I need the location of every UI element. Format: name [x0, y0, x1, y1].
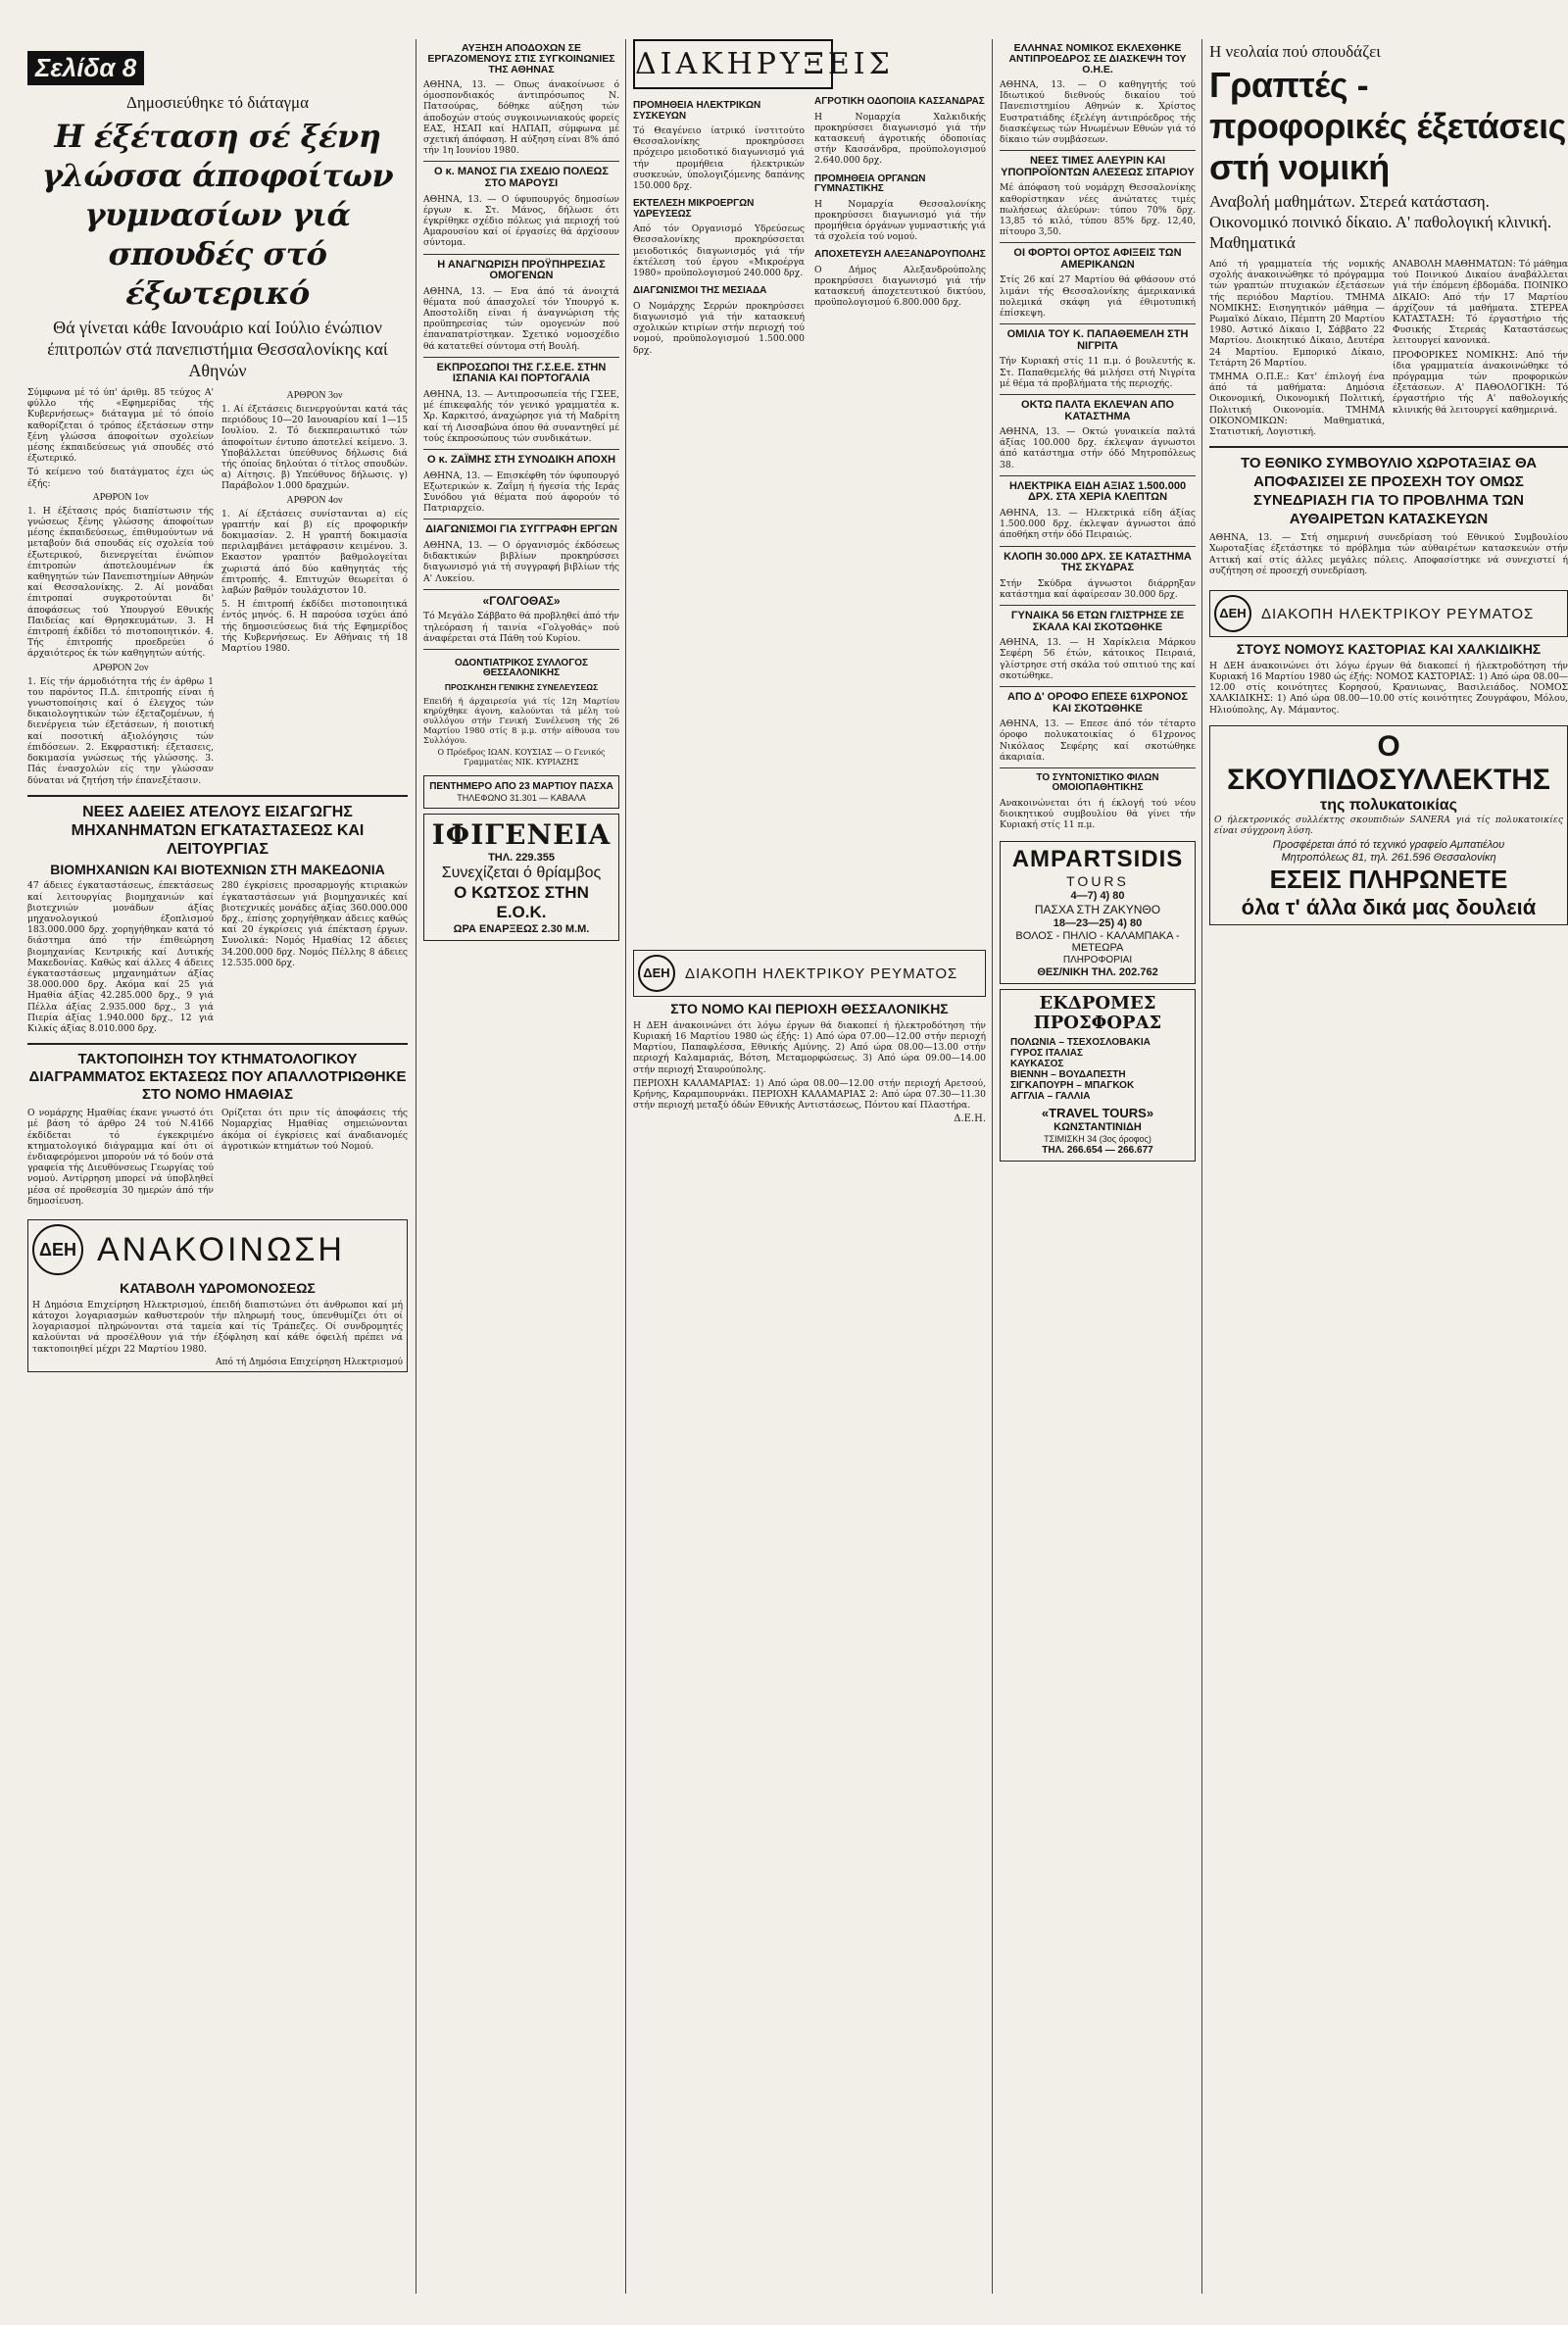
section-label: Σελίδα 8	[27, 51, 144, 85]
gsee-headline: ΕΚΠΡΟΣΩΠΟΙ ΤΗΣ Γ.Σ.Ε.Ε. ΣΤΗΝ ΙΣΠΑΝΙΑ ΚΑΙ ΠΟΡΤΟΓΑΛΙΑ	[436, 361, 607, 385]
banner-title: ΔΙΑΚΗΡΥΞΕΙΣ	[635, 47, 894, 81]
robbery-text: ΑΘΗΝΑ, 13. — Οκτώ γυναικεία παλτά άξίας 100.000 δρχ. έκλεψαν άγνωστοι άπό κατάστημα στήν όδό Μητροπόλεως 38.	[1000, 426, 1196, 470]
divider	[1000, 686, 1196, 687]
recognition-text: ΑΘΗΝΑ, 13. — Ενα άπό τά άνοιχτά θέματα πού άπασχολεί τόν Υπουργό κ. Αποστολίδη είναι ή άναγνώριση τής προϋπηρεσίας τών ομογενών πού έπαναπατρίστηκαν. Σχετικό νομοσχέδιο θά κατατεθεί σύντομα στή Βουλή.	[423, 285, 619, 352]
ad-excursions	[1000, 989, 1196, 1162]
declaration-item	[633, 101, 805, 191]
tours-phone: ΘΕΣ/ΝΙΚΗ ΤΗΛ. 202.762	[1037, 965, 1158, 978]
declaration-text: Από τόν Οργανισμό Υδρεύσεως Θεσσαλονίκης προκηρύσσεται μειοδοτικός διαγωνισμός γιά τήν έκτέλεση τού έργου «Μικροέργα 1980» προϋπολογισμού 240.000 δρχ.	[633, 223, 805, 279]
article4-text: 1. Αί έξετάσεις συνίστανται α) είς γραπτήν καί β) είς προφορικήν δοκιμασίαν. 2. Η γραπτή δοκιμασία περιλαμβάνει μετάφρασιν κειμένου. 3. Εκαστον γραπτόν βαθμολογείται χωριστά άπό δύο καθηγητάς τής έπιτροπής. 4. Επιτυχών θεωρείται ό λαβών βαθμόν τουλάχιστον 10.	[221, 508, 408, 597]
declaration-text: Ο Νομάρχης Σερρών προκηρύσσει διαγωνισμό γιά τήν κατασκευή σχολικών κτιρίων στήν περιοχή τού νομού, προϋπολογισμού 1.500.000 δρχ.	[633, 300, 805, 356]
declaration-title: ΠΡΟΜΗΘΕΙΑ ΟΡΓΑΝΩΝ ΓΥΜΝΑΣΤΙΚΗΣ	[814, 173, 926, 195]
ad-kavala	[423, 775, 619, 809]
col5-body-3: ΑΝΑΒΟΛΗ ΜΑΘΗΜΑΤΩΝ: Τό μάθημα τού Ποινικού Δικαίου άναβάλλεται γιά τήν έπόμενη έβδομάδα. ΠΟΙΝΙΚΟ ΔΙΚΑΙΟ: Από τήν 17 Μαρτίου άρχίζουν τά μαθήματα. ΣΤΕΡΕΑ ΚΑΤΑΣΤΑΣΗ: Τό έργαστήριο τής Φυσικής Στερεάς Καταστάσεως λειτουργεί κανονικά.	[1393, 259, 1568, 347]
friends-headline: ΤΟ ΣΥΝΤΟΝΙΣΤΙΚΟ ΦΙΛΩΝ ΟΜΟΙΟΠΑΘΗΤΙΚΗΣ	[1036, 771, 1159, 794]
dentists-title: ΟΔΟΝΤΙΑΤΡΙΚΟΣ ΣΥΛΛΟΓΟΣ ΘΕΣΣΑΛΟΝΙΚΗΣ	[455, 657, 588, 679]
section-text: 47 άδειες έγκαταστάσεως, έπεκτάσεως καί λειτουργίας βιομηχανιών καί βιοτεχνιών μονάδων άξίας μηχανολογικού έξοπλισμού 183.000.000 δρχ. χορηγήθηκαν κατά τό διάστημα άπό τήν έπιθεώρηση βιομηχανίας Κεντρικής καί Δυτικής Μακεδονίας. Καθώς καί άλλες 4 άδειες έγκαταστάσεως μηχανημάτων άξίας 38.000.000 δρχ. Ακόμα καί 25 γιά Ημαθία άξίας 42.285.000 δρχ., 9 γιά Πέλλα άξίας 2.935.000 δρχ., 3 γιά Πιερία άξίας 1.940.000 δρχ., 12 γιά Κιλκίς άξίας 8.010.000 δρχ.	[27, 880, 214, 1035]
col5-body-4: ΠΡΟΦΟΡΙΚΕΣ ΝΟΜΙΚΗΣ: Από τήν ίδια γραμματεία άνακοινώθηκε τό πρόγραμμα τών προφορικών έξετάσεων. Α' ΠΑΘΟΛΟΓΙΚΗ: Τό έργαστήριο τής Α' παθολογικής κλινικής θά λειτουργεί καθημερινά.	[1393, 349, 1568, 416]
divider	[1000, 394, 1196, 395]
article3-label: ΑΡΘΡΟΝ 3ον	[286, 390, 343, 401]
column-4	[1000, 39, 1196, 1166]
column-1	[27, 51, 408, 1377]
dei-headline-2: ΣΤΟΥΣ ΝΟΜΟΥΣ ΚΑΣΤΟΡΙΑΣ ΚΑΙ ΧΑΛΚΙΔΙΚΗΣ	[1236, 641, 1542, 658]
excursion-item: ΒΙΕΝΝΗ – ΒΟΥΔΑΠΕΣΤΗ	[1010, 1068, 1126, 1080]
appliance-text: ΑΘΗΝΑ, 13. — Ηλεκτρικά είδη άξίας 1.500.000 δρχ. έκλεψαν άγνωστοι άπό άποθήκη στήν όδό Πειραιώς.	[1000, 507, 1196, 541]
friends-text: Ανακοινώνεται ότι ή έκλογή τού νέου διοικητικού συμβουλίου θά γίνει τήν Κυριακή στίς 11 π.μ.	[1000, 797, 1196, 831]
ad-kavala-title: ΠΕΝΤΗΜΕΡΟ ΑΠΟ 23 ΜΑΡΤΙΟΥ ΠΑΣΧΑ	[429, 780, 613, 792]
recognition-headline: Η ΑΝΑΓΝΩΡΙΣΗ ΠΡΟΫΠΗΡΕΣΙΑΣ ΟΜΟΓΕΝΩΝ	[437, 258, 606, 282]
competition-text: ΑΘΗΝΑ, 13. — Ο όργανισμός έκδόσεως διδακτικών βιβλίων προκηρύσσει διαγωνισμό γιά τή συγγραφή βιβλίων τής Α' Λυκείου.	[423, 539, 619, 584]
tours-title: AMPARTSIDIS	[1011, 845, 1184, 872]
divider	[27, 1043, 408, 1045]
divider	[423, 254, 619, 255]
ad-garbage-l2: Μητροπόλεως 81, τηλ. 261.596 Θεσσαλονίκη	[1281, 852, 1496, 865]
divider	[423, 449, 619, 450]
col5-sub-a	[1209, 259, 1385, 440]
divider	[1000, 475, 1196, 476]
intro-text-2: Τό κείμενο τού διατάγματος έχει ώς έξής:	[27, 467, 214, 489]
dei-headline: ΣΤΟ ΝΟΜΟ ΚΑΙ ΠΕΡΙΟΧΗ ΘΕΣΣΑΛΟΝΙΚΗΣ	[670, 1001, 949, 1016]
dei-logo: ΔΕΗ	[32, 1224, 83, 1275]
golgotha-title: «ΓΟΛΓΟΘΑΣ»	[482, 593, 561, 608]
excursions-addr: ΤΣΙΜΙΣΚΗ 34 (3ος όροφος)	[1044, 1133, 1152, 1144]
declaration-text: Η Νομαρχία Χαλκιδικής προκηρύσσει διαγωνισμό γιά τήν κατασκευή άγροτικής όδοποιίας στήν Κασσάνδρα, προϋπολογισμού 2.640.000 δρχ.	[814, 111, 986, 167]
ship-text: Στίς 26 καί 27 Μαρτίου θά φθάσουν στό λιμάνι τής Θεσσαλονίκης άμερικανικά πολεμικά σκάφη γιά έθιμοτυπική έπίσκεψη.	[1000, 274, 1196, 320]
ad-garbage-l3: ΕΣΕΙΣ ΠΛΗΡΩΝΕΤΕ	[1269, 865, 1508, 895]
declaration-item	[814, 97, 986, 167]
ad-theatre-time: ΩΡΑ ΕΝΑΡΞΕΩΣ 2.30 Μ.Μ.	[453, 922, 590, 935]
golgotha-text: Τό Μεγάλο Σάββατο θά προβληθεί άπό τήν τηλεόραση ή ταινία «Γολγοθάς» πού άναφέρεται στά Πάθη τού Κυρίου.	[423, 611, 619, 644]
speech-headline: ΟΜΙΛΙΑ ΤΟΥ Κ. ΠΑΠΑΘΕΜΕΛΗ ΣΤΗ ΝΙΓΡΙΤΑ	[1006, 328, 1189, 352]
un-text: ΑΘΗΝΑ, 13. — Ο καθηγητής τού Ιδιωτικού διεθνούς δικαίου τού Πανεπιστημίου Αθηνών κ. Χρίστος Ευστρατιάδης έξελέγη άντιπρόεδρος τής διασκέψεως τών Ηνωμένων Εθνών γιά τό δίκαιο τών συμβάσεων.	[1000, 79, 1196, 146]
kyriazis-headline: Ο κ. ΜΑΝΟΣ ΓΙΑ ΣΧΕΔΙΟ ΠΟΛΕΩΣ ΣΤΟ ΜΑΡΟΥΣΙ	[434, 166, 609, 190]
woman-text: ΑΘΗΝΑ, 13. — Η Χαρίκλεια Μάρκου Σεφέρη 56 έτών, κάτοικος Πειραιά, γλίστρησε στή σκάλα τού σπιτιού της καί σκοτώθηκε.	[1000, 637, 1196, 681]
ad-garbage-l4: όλα τ' άλλα δικά μας δουλειά	[1241, 895, 1537, 920]
un-headline: ΕΛΛΗΝΑΣ ΝΟΜΙΚΟΣ ΕΚΛΕΧΘΗΚΕ ΑΝΤΙΠΡΟΕΔΡΟΣ ΣΕ ΔΙΑΣΚΕΨΗ ΤΟΥ Ο.Η.Ε.	[1008, 42, 1187, 76]
declaration-title: ΑΓΡΟΤΙΚΗ ΟΔΟΠΟΙΙΑ ΚΑΣΣΑΝΔΡΑΣ	[814, 96, 985, 107]
tours-l2: ΠΑΣΧΑ ΣΤΗ ΖΑΚΥΝΘΟ	[1034, 902, 1161, 916]
declaration-item	[814, 174, 986, 243]
zaimis-headline: Ο κ. ΖΑΪΜΗΣ ΣΤΗ ΣΥΝΟΔΙΚΗ ΑΠΟΧΗ	[426, 454, 616, 466]
article4-label: ΑΡΘΡΟΝ 4ον	[286, 494, 343, 506]
divider	[1209, 446, 1568, 448]
notice-text: Η Δημόσια Επιχείρηση Ηλεκτρισμού, έπειδή διαπιστώνει ότι άνθρωποι καί μή κάτοχοι λογαριασμών καθυστερούν τήν πληρωμή τους, ύπενθυμίζει ότι οί λογαριασμοί πληρώνονται στά ταμεία καί τίς Τράπεζες. Οί συνδρομητές καλούνται νά προσέλθουν γιά τήν έξόφληση καί κάθε όφειλή πρέπει νά τακτοποιηθεί μέχρι 22 Μαρτίου 1980.	[32, 1299, 403, 1355]
appliance-headline: ΗΛΕΚΤΡΙΚΑ ΕΙΔΗ ΑΞΙΑΣ 1.500.000 ΔΡΧ. ΣΤΑ ΧΕΡΙΑ ΚΛΕΠΤΩΝ	[1008, 479, 1187, 504]
competition-headline: ΔΙΑΓΩΝΙΣΜΟΙ ΓΙΑ ΣΥΓΓΡΑΦΗ ΕΡΓΩΝ	[425, 523, 617, 536]
declaration-text: Τό Θεαγένειο ίατρικό ίνστιτούτο Θεσσαλονίκης προκηρύσσει πρόχειρο μειοδοτικό διαγωνισμό γιά τήν προμήθεια ήλεκτρικών συσκευών, ύπολογιζόμενης δαπάνης 150.000 δρχ.	[633, 125, 805, 192]
declaration-title: ΔΙΑΓΩΝΙΣΜΟΙ ΤΗΣ ΜΕΣΙΑΔΑ	[633, 285, 767, 297]
ad-garbage-text: Ο ήλεκτρονικός συλλέκτης σκουπιδιών SANERA γιά τίς πολυκατοικίες είναι σύγχρονη λύση.	[1214, 814, 1563, 836]
excursions-phone: ΤΗΛ. 266.654 — 266.677	[1042, 1144, 1153, 1156]
divider	[423, 357, 619, 358]
ship-headline: ΟΙ ΦΟΡΤΟΙ ΟΡΤΟΣ ΑΦΙΞΕΙΣ ΤΩΝ ΑΜΕΡΙΚΑΝΩΝ	[1013, 247, 1182, 271]
dei-banner-box-2	[1209, 590, 1568, 637]
article2-label: ΑΡΘΡΟΝ 2ον	[92, 662, 149, 673]
col5-body: Από τή γραμματεία τής νομικής σχολής άνακοινώθηκε τό πρόγραμμα τών γραπτών πτυχιακών έξετάσεων τής περιόδου Μαρτίου. ΤΜΗΜΑ ΝΟΜΙΚΗΣ: Εισηγητικόν μάθημα — Ρωμαϊκό Δίκαιο, Πέμπτη 20 Μαρτίου 1980. Αστικό Δίκαιο Ι, Σάββατο 22 Μαρτίου. Διοικητικό Δίκαιο, Δευτέρα 24 Μαρτίου. Εμπορικό Δίκαιο, Τετάρτη 26 Μαρτίου.	[1209, 259, 1385, 369]
excursions-title: ΕΚΔΡΟΜΕΣ ΠΡΟΣΦΟΡΑΣ	[1033, 992, 1162, 1033]
divider	[1000, 767, 1196, 768]
divider	[1000, 242, 1196, 243]
dei-banner-2: ΔΙΑΚΟΠΗ ΗΛΕΚΤΡΙΚΟΥ ΡΕΥΜΑΤΟΣ	[1261, 605, 1535, 622]
speech-text: Τήν Κυριακή στίς 11 π.μ. ό βουλευτής κ. Στ. Παπαθεμελής θά μιλήσει στή Νιγρίτα μέ θέμα τά προβλήματα τής περιοχής.	[1000, 356, 1196, 389]
kyriazis-text: ΑΘΗΝΑ, 13. — Ο ύφυπουργός δημοσίων έργων κ. Στ. Μάνος, δήλωσε ότι έγκρίθηκε σχέδιο πόλεως γιά περιοχή τού Αμαρουσίου καί οί έργασίες θά άρχίσουν σύντομα.	[423, 193, 619, 249]
column-3	[633, 39, 986, 1124]
ad-theatre-title: ΙΦΙΓΕΝΕΙΑ	[431, 817, 612, 851]
divider	[1000, 150, 1196, 151]
dei-text-3: Η ΔΕΗ άνακοινώνει ότι λόγω έργων θά διακοπεί ή ήλεκτροδότηση τήν Κυριακή 16 Μαρτίου 1980 ώς έξής: ΝΟΜΟΣ ΚΑΣΤΟΡΙΑΣ: 1) Από ώρα 08.00—12.00 στίς κοινότητες Κορησού, Κρανιωνας, Βασιλειάδος. ΝΟΜΟΣ ΧΑΛΚΙΔΙΚΗΣ: 1) Από ώρα 08.00—10.00 στίς κοινότητες Ζουγράφου, Μόλου, Ηλιούπολης, Αγ. Μάμαντος.	[1209, 660, 1568, 716]
notice-subtitle: ΚΑΤΑΒΟΛΗ ΥΔΡΟΜΟΝΟΣΕΩΣ	[120, 1280, 316, 1297]
article3-text: 1. Αί έξετάσεις διενεργούνται κατά τάς περιόδους 10—20 Ιανουαρίου καί 1—15 Ιουλίου. 2. Τό διεκπεραιωτικό τών άποφοίτων έντυπο άποτελεί κείμενο. 3. Υποβάλλεται ύπεύθυνος δήλωσις διά τής όποίας δηλούται ό τίτλος σπουδών. α) Αίτησις. β) Υπεύθυνος δήλωσις. γ) Παράβολον 1.000 δραχμών.	[221, 404, 408, 492]
kicker: Η νεολαία πού σπουδάζει	[1209, 42, 1381, 61]
council-headline: ΤΟ ΕΘΝΙΚΟ ΣΥΜΒΟΥΛΙΟ ΧΩΡΟΤΑΞΙΑΣ ΘΑ ΑΠΟΦΑΣΙΣΕΙ ΣΕ ΠΡΟΣΕΧΗ ΤΟΥ ΟΜΩΣ ΣΥΝΕΔΡΙΑΣΗ ΓΙΑ ΤΟ ΠΡΟΒΛΗΜΑ ΤΩΝ ΑΥΘΑΙΡΕΤΩΝ ΚΑΤΑΣΚΕΥΩΝ	[1240, 455, 1538, 528]
top-headline: ΑΥΞΗΣΗ ΑΠΟΔΟΧΩΝ ΣΕ ΕΡΓΑΖΟΜΕΝΟΥΣ ΣΤΙΣ ΣΥΓΚΟΙΝΩΝΙΕΣ ΤΗΣ ΑΘΗΝΑΣ	[427, 42, 615, 76]
article1-label: ΑΡΘΡΟΝ 1ον	[92, 491, 149, 503]
excursion-item: ΚΑΥΚΑΣΟΣ	[1010, 1058, 1064, 1069]
zaimis-text: ΑΘΗΝΑ, 13. — Επισκέφθη τόν ύφυπουργό Εξωτερικών κ. Ζαΐμη ή ήγεσία τής Ιεράς Συνόδου γιά θέματα πού άφορούν τό Πατριαρχείο.	[423, 470, 619, 515]
cadastre-headline: ΤΑΚΤΟΠΟΙΗΣΗ ΤΟΥ ΚΤΗΜΑΤΟΛΟΓΙΚΟΥ ΔΙΑΓΡΑΜΜΑΤΟΣ ΕΚΤΑΣΕΩΣ ΠΟΥ ΑΠΑΛΛΟΤΡΙΩΘΗΚΕ ΣΤΟ ΝΟΜΟ ΗΜΑΘΙΑΣ	[28, 1051, 407, 1104]
declaration-text: Ο Δήμος Αλεξανδρούπολης προκηρύσσει διαγωνισμό γιά τήν κατασκευή άποχετευτικού δικτύου, προϋπολογισμού 6.800.000 δρχ.	[814, 264, 986, 309]
ad-theatre-l2: Ο ΚΩΤΣΟΣ ΣΤΗΝ Ε.Ο.Κ.	[454, 882, 589, 921]
divider	[1000, 605, 1196, 606]
ad-kavala-text: ΤΗΛΕΦΩΝΟ 31.301 — ΚΑΒΑΛΑ	[457, 792, 586, 803]
declaration-item	[814, 250, 986, 308]
fall-headline: ΑΠΟ Δ' ΟΡΟΦΟ ΕΠΕΣΕ 61ΧΡΟΝΟΣ ΚΑΙ ΣΚΟΤΩΘΗΚΕ	[1007, 691, 1188, 715]
ad-garbage	[1209, 725, 1568, 925]
ad-theatre-phone: ΤΗΛ. 229.355	[488, 851, 555, 864]
ad-ampartsidis	[1000, 841, 1196, 984]
column-5	[1209, 39, 1568, 930]
woman-headline: ΓΥΝΑΙΚΑ 56 ΕΤΩΝ ΓΛΙΣΤΡΗΣΕ ΣΕ ΣΚΑΛΑ ΚΑΙ ΣΚΟΤΩΘΗΚΕ	[1010, 610, 1185, 633]
dentists-sub: ΠΡΟΣΚΛΗΣΗ ΓΕΝΙΚΗΣ ΣΥΝΕΛΕΥΣΕΩΣ	[444, 681, 599, 692]
section-text-2: 280 έγκρίσεις προσαρμογής κτιριακών έγκαταστάσεων γιά βιομηχανικές καί βιοτεχνικές μονάδες άξίας 360.000.000 δρχ., έπίσης χορηγήθηκαν άδειες καθώς καί 20 έγκρίσεις γιά έπέκταση έργων. Συνολικά: Νομός Ημαθίας 12 άδειες 34.200.000 δρχ. Νομός Πέλλης 8 άδειες 12.535.000 δρχ.	[221, 880, 408, 968]
divider	[27, 795, 408, 797]
main-headline: Η έξέταση σέ ξένη γλώσσα άποφοίτων γυμνασίων γιά σπουδές στό έξωτερικό	[41, 118, 394, 312]
dentists-text: Επειδή ή άρχαιρεσία γιά τίς 12η Μαρτίου κηρύχθηκε άγονη, καλούνται τά μέλη τού συλλόγου στήν Γενική Συνέλευση τής 26 Μαρτίου 1980 στίς 8 μ.μ. στήν αίθουσα του Συλλόγου.	[423, 695, 619, 745]
council-text: ΑΘΗΝΑ, 13. — Στή σημερινή συνεδρίαση τού Εθνικού Συμβουλίου Χωροταξίας έξετάστηκε τό πρόβλημα τών αύθαιρέτων κατασκευών στήν Αττική καί στίς άλλες μεγάλες πόλεις. Αποφασίστηκε νά συνεχιστεί ή συζήτηση σέ προσεχή συνεδρίαση.	[1209, 532, 1568, 576]
excursion-item: ΓΥΡΟΣ ΙΤΑΛΙΑΣ	[1010, 1047, 1083, 1059]
excursion-item: ΣΙΓΚΑΠΟΥΡΗ – ΜΠΑΓΚΟΚ	[1010, 1079, 1135, 1091]
declaration-text: Η Νομαρχία Θεσσαλονίκης προκηρύσσει διαγωνισμό γιά τήν προμήθεια όργάνων γυμναστικής γιά τά σχολεία τού νομού.	[814, 198, 986, 243]
column-rule	[1201, 39, 1202, 2294]
tours-l3: 18—23—25) 4) 80	[1053, 916, 1143, 929]
dei-text-2: ΠΕΡΙΟΧΗ ΚΑΛΑΜΑΡΙΑΣ: 1) Από ώρα 08.00—12.00 στήν περιοχή Αρετσού, Κρήνης, Καραμπουρνάκι. ΠΕΡΙΟΧΗ ΚΑΛΑΜΑΡΙΑΣ 2: Από ώρα 07.30—11.30 στήν περιοχή μεταξύ όδών Εθνικής Αντιστάσεως, Πόντου καί Πλαστήρα.	[633, 1077, 986, 1112]
section-subhead: ΒΙΟΜΗΧΑΝΙΩΝ ΚΑΙ ΒΙΟΤΕΧΝΙΩΝ ΣΤΗ ΜΑΚΕΔΟΝΙΑ	[50, 861, 385, 877]
dentists-notice	[423, 655, 619, 770]
declaration-title: ΠΡΟΜΗΘΕΙΑ ΗΛΕΚΤΡΙΚΩΝ ΣΥΣΚΕΥΩΝ	[633, 100, 761, 122]
divider	[1000, 546, 1196, 547]
col5-body-2: ΤΜΗΜΑ Ο.Π.Ε.: Κατ' έπιλογή ένα άπό τά μαθήματα: Δημόσια Οικονομική, Οικονομική Πολιτική, Πολιτική Οικονομία. ΤΜΗΜΑ ΟΙΚΟΝΟΜΙΚΩΝ: Μαθηματικά, Στατιστική, Λογιστική.	[1209, 371, 1385, 438]
excursion-item: ΠΟΛΩΝΙΑ – ΤΣΕΧΟΣΛΟΒΑΚΙΑ	[1010, 1036, 1151, 1048]
col5-subhead: Αναβολή μαθημάτων. Στερεά κατάσταση. Οικονομικό ποινικό δίκαιο. Α' παθολογική κλινική. Μαθηματικά	[1209, 192, 1552, 252]
declaration-item	[633, 199, 805, 278]
ad-garbage-title: Ο ΣΚΟΥΠΙΔΟΣΥΛΛΕΚΤΗΣ	[1227, 729, 1550, 796]
tours-l4: ΒΟΛΟΣ - ΠΗΛΙΟ - ΚΑΛΑΜΠΑΚΑ - ΜΕΤΕΩΡΑ	[1015, 929, 1180, 954]
fall-text: ΑΘΗΝΑ, 13. — Επεσε άπό τόν τέταρτο όροφο πολυκατοικίας ό 61χρονος Νικόλαος Σεφέρης καί σκοτώθηκε άκαριαία.	[1000, 718, 1196, 763]
declaration-item	[633, 286, 805, 356]
banner	[633, 39, 894, 89]
published-by-order: Δημοσιεύθηκε τό διάταγμα	[125, 93, 310, 112]
dei-banner-box	[633, 950, 986, 997]
top-text: ΑΘΗΝΑ, 13. — Οπως άνακοίνωσε ό όμοσπονδιακός άντιπρόσωπος Ν. Πατσούρας, δόθηκε αύξηση τών άποδοχών στούς συγκοινωνιακούς φορείς ΕΑΣ, ΗΣΑΠ καί ΗΛΠΑΠ, σύμφωνα μέ σχετική άπόφαση. Η αύξηση είναι 8% άπό τήν 1η Ιουνίου 1980.	[423, 79, 619, 157]
flour-text: Μέ άπόφαση τού νομάρχη Θεσσαλονίκης καθορίστηκαν νέες άνώτατες τιμές πωλήσεως άλεύρων: τύπου 70% δρχ. 13,85 τό κιλό, τύπου 85% δρχ. 12,40, πίτουρο 3,50.	[1000, 182, 1196, 238]
theft-headline: ΚΛΟΠΗ 30.000 ΔΡΧ. ΣΕ ΚΑΤΑΣΤΗΜΑ ΤΗΣ ΣΚΥΔΡΑΣ	[1004, 550, 1192, 574]
main-subhead: Θά γίνεται κάθε Ιανουάριο καί Ιούλιο ένώπιον έπιτροπών στά πανεπιστήμια Θεσσαλονίκης καί Αθηνών	[47, 318, 388, 380]
article-col-a	[27, 387, 214, 789]
dei-notice	[27, 1219, 408, 1372]
ad-theatre	[423, 814, 619, 941]
declaration-title: ΕΚΤΕΛΕΣΗ ΜΙΚΡΟΕΡΓΩΝ ΥΔΡΕΥΣΕΩΣ	[633, 198, 755, 220]
flour-headline: ΝΕΕΣ ΤΙΜΕΣ ΑΛΕΥΡΙΝ ΚΑΙ ΥΠΟΠΡΟΪΟΝΤΩΝ ΑΛΕΣΕΩΣ ΣΙΤΑΡΙΟΥ	[1001, 155, 1195, 178]
excursions-agency: «TRAVEL TOURS»	[1041, 1105, 1154, 1120]
declarations-list	[633, 97, 986, 940]
excursion-item: ΑΓΓΛΙΑ – ΓΑΛΛΙΑ	[1010, 1090, 1091, 1102]
cadastre-text: Ο νομάρχης Ημαθίας έκανε γνωστό ότι μέ βάση τό άρθρο 24 τού Ν.4166 έκδίδεται τό έγκεκριμένο κτηματολογικό διάγραμμα καί ότι οί ένδιαφερόμενοι μπορούν νά τό δούν στά γραφεία τής Διευθύνσεως Γεωργίας τού νομού. Αντίρρηση μπορεί νά ύποβληθεί μέσα σέ προθεσμία 30 ημερών άπό τήν δημοσίευση.	[27, 1108, 214, 1207]
divider	[1000, 323, 1196, 324]
divider	[423, 589, 619, 590]
section-headline: ΝΕΕΣ ΑΔΕΙΕΣ ΑΤΕΛΟΥΣ ΕΙΣΑΓΩΓΗΣ ΜΗΧΑΝΗΜΑΤΩΝ ΕΓΚΑΤΑΣΤΑΣΕΩΣ ΚΑΙ ΛΕΙΤΟΥΡΓΙΑΣ	[71, 803, 365, 858]
divider	[423, 649, 619, 650]
theft-text: Στήν Σκύδρα άγνωστοι διάρρηξαν κατάστημα καί άφαίρεσαν 30.000 δρχ.	[1000, 577, 1196, 600]
col5-sub-b	[1393, 259, 1568, 440]
column-rule	[625, 39, 626, 2294]
tours-sub: TOURS	[1066, 872, 1129, 889]
article5-text: 5. Η έπιτροπή έκδίδει πιστοποιητικά έντός μηνός. 6. Η παρούσα ισχύει άπό τής δημοσιεύσεως διά τής Εφημερίδος τής Κυβερνήσεως. Εν Αθήναις τή 18 Μαρτίου 1980.	[221, 599, 408, 655]
article1-text: 1. Η έξέτασις πρός διαπίστωσιν τής γνώσεως ξένης γλώσσης άποφοίτων μέσης έκπαιδεύσεως, έπιθυμούντων νά μεταβούν διά σπουδάς είς σχολεία τού έξωτερικού, διενεργείται ένώπιον έπιτροπών άποτελουμένων έκ καθηγητών τών Πανεπιστημίων Αθηνών καί Θεσσαλονίκης. 2. Αί μονάδαι έπιτροπαί συγκροτούνται δι' άποφάσεως τού Υπουργού Εθνικής Παιδείας καί Θρησκευμάτων. 3. Η έπιτροπή έκδίδει τό πιστοποιητικόν. 4. Τής έπιτροπής προεδρεύει ό άρχαιότερος έκ τών καθηγητών αύτής.	[27, 505, 214, 660]
notice-sign: Από τή Δημόσια Επιχείρηση Ηλεκτρισμού	[216, 1357, 403, 1367]
article-col-b	[221, 387, 408, 789]
ad-garbage-sub: της πολυκατοικίας	[1320, 796, 1457, 814]
excursions-list	[1010, 1037, 1185, 1102]
ad-garbage-l1: Προσφέρεται άπό τό τεχνικό γραφείο Αμπατιέλου	[1272, 839, 1505, 852]
dei-banner: ΔΙΑΚΟΠΗ ΗΛΕΚΤΡΙΚΟΥ ΡΕΥΜΑΤΟΣ	[685, 965, 958, 982]
dei-sign: Δ.Ε.Η.	[954, 1113, 986, 1125]
column-2	[423, 39, 619, 946]
dei-text: Η ΔΕΗ άνακοινώνει ότι λόγω έργων θά διακοπεί ή ήλεκτροδότηση τήν Κυριακή 16 Μαρτίου 1980 ώς έξής: 1) Από ώρα 07.00—12.00 στήν περιοχή Μαρτίου, Παπαφλέσσα, Εθνικής Αμύνης. 2) Από ώρα 08.00—13.00 στήν περιοχή Καλαμαριάς, Βότση, Μεταμορφώσεως. 3) Από ώρα 09.00—14.00 στήν περιοχή Σταυρούπολης.	[633, 1019, 986, 1075]
excursions-city: ΚΩΝΣΤΑΝΤΙΝΙΔΗ	[1054, 1120, 1142, 1133]
col5-headline: Γραπτές - προφορικές έξετάσεις στή νομική	[1209, 65, 1566, 187]
ad-theatre-l1: Συνεχίζεται ό θρίαμβος	[441, 864, 602, 881]
column-rule	[992, 39, 993, 2294]
dentists-sign: Ο Πρόεδρος ΙΩΑΝ. ΚΟΥΣΙΑΣ — Ο Γενικός Γραμματέας ΝΙΚ. ΚΥΡΙΑΖΗΣ	[437, 747, 606, 767]
divider	[423, 161, 619, 162]
article2-text: 1. Είς τήν άρμοδιότητα τής έν άρθρω 1 του παρόντος Π.Δ. έπιτροπής είναι ή γνωστοποίησις καί ό έλεγχος τών δικαιολογητικών τών έξεταζομένων, ή διενέργεια τών έξετάσεων, ή ποιοτική καί ποσοτική άξιολόγησις τών έπιδόσεων. 2. Εκφραστική: έξετασεις, δοκιμασία γνώσεως τής γλώσσης. 3. Πάς ένασχολών είς την γλώσσαν δύναται νά ζητήση τήν έπανεξέτασιν.	[27, 675, 214, 786]
declaration-title: ΑΠΟΧΕΤΕΥΣΗ ΑΛΕΞΑΝΔΡΟΥΠΟΛΗΣ	[814, 249, 986, 261]
tours-l5: ΠΛΗΡΟΦΟΡΙΑΙ	[1062, 954, 1133, 965]
dei-logo: ΔΕΗ	[638, 955, 675, 992]
cadastre-text-2: Ορίζεται ότι πριν τίς άποφάσεις τής Νομαρχίας Ημαθίας σημειώνονται άκόμα οί έγκρίσεις καί άναδιανομές άγροτικών κτημάτων τού Νομού.	[221, 1108, 408, 1152]
gsee-text: ΑΘΗΝΑ, 13. — Αντιπροσωπεία τής ΓΣΕΕ, μέ έπικεφαλής τόν γενικό γραμματέα κ. Χρ. Καρκιτσό, άναχώρησε γιά τή Μαδρίτη καί τή Λισσαβώνα όπου θά συναντηθεί μέ τούς έκπροσώπους τών συνδικάτων.	[423, 388, 619, 444]
intro-text: Σύμφωνα μέ τό ύπ' άριθμ. 85 τεύχος Α' φύλλο τής «Εφημερίδας τής Κυβερνήσεως» διάταγμα μέ τό όποίο καθορίζεται ό τρόπος έξετάσεων στην ξένη γλώσσα άποφοίτων σχολείων μέσης έκπαιδεύσεως γιά σπουδές στό έξωτερικό.	[27, 387, 214, 465]
notice-title: ΑΝΑΚΟΙΝΩΣΗ	[97, 1230, 345, 1268]
dei-logo: ΔΕΗ	[1214, 595, 1251, 632]
tours-l1: 4—7) 4) 80	[1070, 889, 1125, 902]
robbery-headline: ΟΚΤΩ ΠΑΛΤΑ ΕΚΛΕΨΑΝ ΑΠΟ ΚΑΤΑΣΤΗΜΑ	[1021, 398, 1174, 422]
